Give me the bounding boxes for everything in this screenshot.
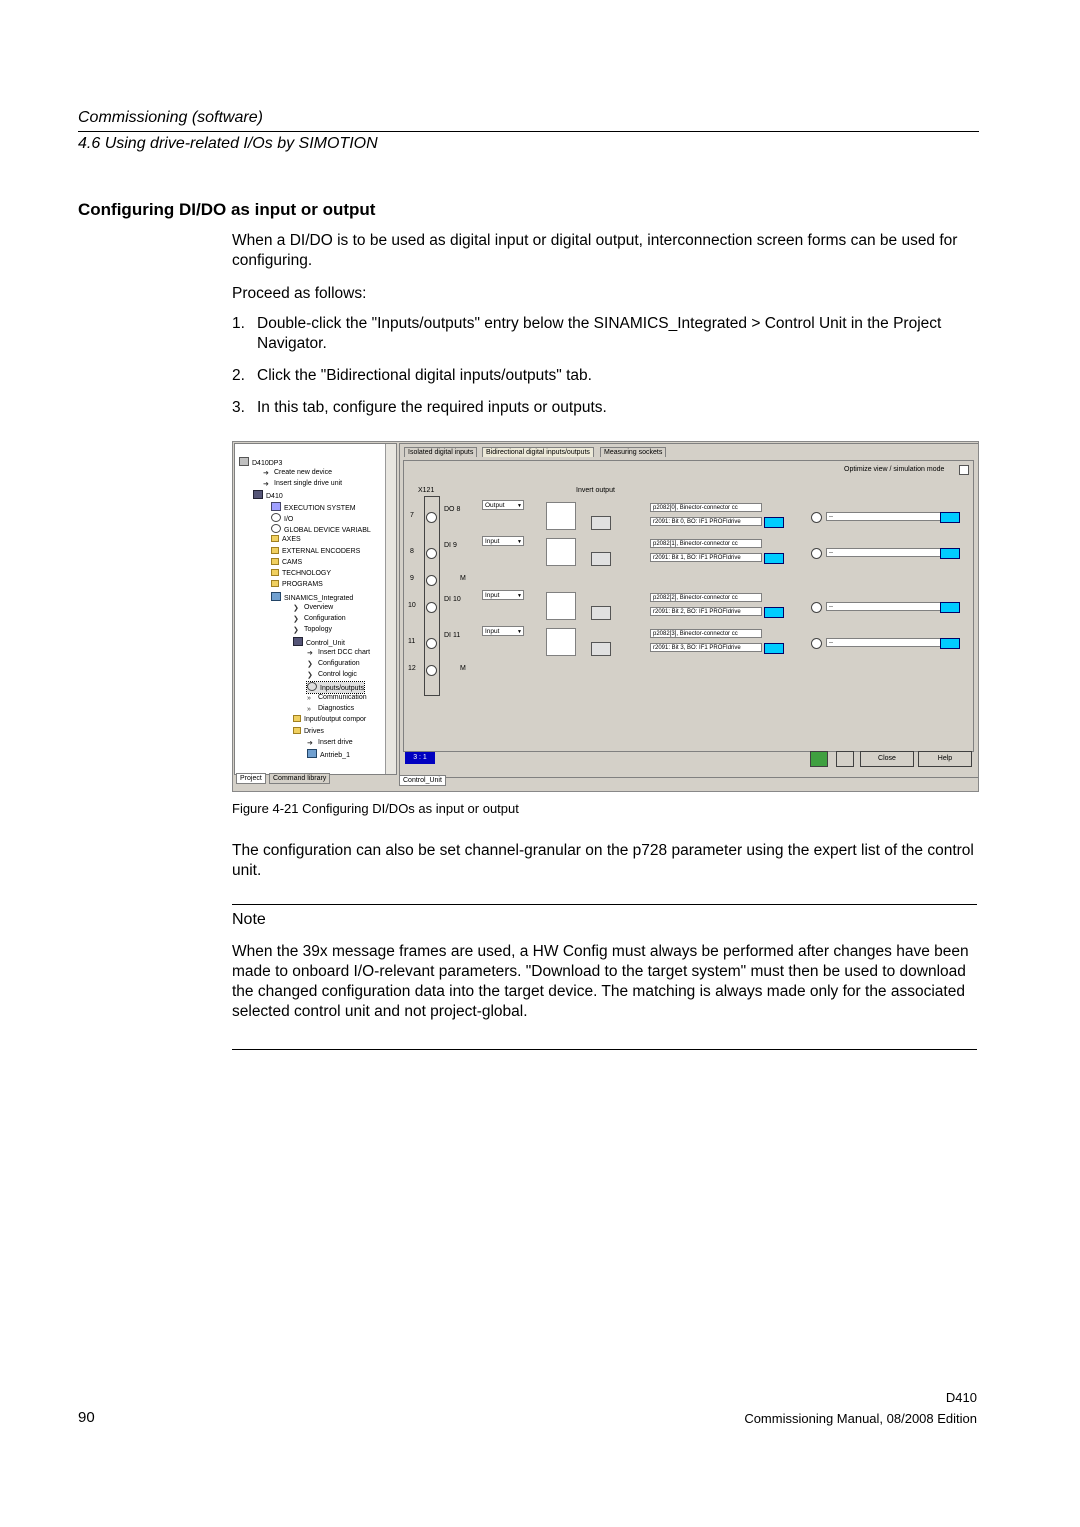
device-icon bbox=[253, 490, 263, 499]
tree-item[interactable] bbox=[293, 625, 332, 634]
note-title: Note bbox=[232, 911, 266, 928]
insert-icon: ➜ bbox=[263, 470, 269, 477]
chevron-right-icon: ❯ bbox=[293, 616, 299, 623]
figure-caption: Figure 4-21 Configuring DI/DOs as input or output bbox=[232, 801, 519, 816]
output-field[interactable]: -- bbox=[826, 512, 948, 521]
invert-toggle[interactable] bbox=[591, 516, 611, 530]
proceed-text: Proceed as follows: bbox=[232, 285, 367, 302]
download-icon[interactable] bbox=[810, 751, 828, 767]
tree-item[interactable] bbox=[271, 535, 301, 544]
folder-icon bbox=[271, 558, 279, 565]
project-icon bbox=[239, 457, 249, 466]
parameter-field: r2091: Bit 3, BO: IF1 PROFIdrive bbox=[650, 643, 762, 652]
tree-item[interactable] bbox=[271, 580, 323, 589]
connector-arrow-icon[interactable] bbox=[940, 548, 960, 559]
chapter-title: Commissioning (software) bbox=[78, 109, 263, 126]
double-chevron-icon: » bbox=[307, 706, 311, 713]
tree-item[interactable] bbox=[271, 547, 360, 556]
optimize-checkbox[interactable] bbox=[959, 465, 969, 475]
insert-icon: ➜ bbox=[307, 740, 313, 747]
tree-label: Insert drive bbox=[318, 739, 353, 746]
note-top-rule bbox=[232, 904, 977, 905]
connector-arrow-icon[interactable] bbox=[764, 643, 784, 654]
steps-list bbox=[232, 314, 977, 434]
terminal-circle bbox=[426, 575, 437, 586]
tree-item[interactable] bbox=[307, 704, 354, 713]
pin-number: 10 bbox=[408, 602, 416, 609]
tree-item[interactable] bbox=[263, 479, 342, 488]
tree-label: AXES bbox=[282, 536, 301, 543]
connector-arrow-icon[interactable] bbox=[764, 553, 784, 564]
tree-item[interactable] bbox=[253, 490, 283, 501]
tree-scrollbar[interactable] bbox=[385, 444, 396, 774]
invert-output-label: Invert output bbox=[576, 487, 615, 494]
tree-item[interactable] bbox=[271, 558, 302, 567]
chevron-right-icon: ❯ bbox=[307, 672, 313, 679]
tree-label: Inputs/outputs bbox=[320, 685, 364, 692]
control-unit-icon bbox=[293, 637, 303, 646]
switch-block bbox=[546, 592, 576, 620]
folder-icon bbox=[271, 535, 279, 542]
folder-icon bbox=[271, 580, 279, 587]
tree-label: Antrieb_1 bbox=[320, 752, 350, 759]
tab-measuring-sockets[interactable]: Measuring sockets bbox=[600, 447, 666, 457]
tree-label: CAMS bbox=[282, 559, 303, 566]
terminal-circle bbox=[426, 638, 437, 649]
pin-number: 8 bbox=[410, 548, 414, 555]
tree-label: EXTERNAL ENCODERS bbox=[282, 548, 361, 555]
io-panel bbox=[403, 460, 974, 752]
system-icon bbox=[271, 502, 281, 511]
drive-unit-icon bbox=[271, 592, 281, 601]
tree-item[interactable] bbox=[271, 502, 356, 513]
parameter-field: r2091: Bit 2, BO: IF1 PROFIdrive bbox=[650, 607, 762, 616]
terminal-circle bbox=[426, 548, 437, 559]
intro-paragraph: When a DI/DO is to be used as digital input or digital output, interconnection screen forms can be used for configuring. bbox=[232, 232, 958, 269]
output-circle bbox=[811, 548, 822, 559]
tree-item[interactable] bbox=[307, 693, 367, 702]
step-number: 2. bbox=[232, 367, 245, 384]
io-icon bbox=[271, 513, 281, 522]
channel-mode-select[interactable]: Output ▼ bbox=[482, 500, 524, 510]
tree-item-selected[interactable] bbox=[307, 682, 364, 693]
step-number: 3. bbox=[232, 399, 245, 416]
connector-arrow-icon[interactable] bbox=[940, 602, 960, 613]
connector-arrow-icon[interactable] bbox=[940, 638, 960, 649]
io-dialog bbox=[399, 443, 979, 778]
tree-label: SINAMICS_Integrated bbox=[284, 595, 354, 602]
tree-label: Drives bbox=[304, 728, 324, 735]
figure-screenshot bbox=[232, 441, 979, 792]
channel-name: DI 11 bbox=[444, 632, 461, 639]
footer-product: D410 bbox=[945, 1390, 977, 1405]
chevron-right-icon: ❯ bbox=[293, 627, 299, 634]
tree-item[interactable] bbox=[271, 524, 371, 535]
tree-item[interactable] bbox=[263, 468, 332, 477]
output-circle bbox=[811, 638, 822, 649]
double-chevron-icon: » bbox=[307, 695, 311, 702]
parameter-field: r2091: Bit 0, BO: IF1 PROFIdrive bbox=[650, 517, 762, 526]
tree-item[interactable] bbox=[271, 592, 353, 603]
pin-number: 12 bbox=[408, 665, 416, 672]
insert-icon: ➜ bbox=[307, 650, 313, 657]
tree-item[interactable] bbox=[307, 749, 350, 760]
section-title: 4.6 Using drive-related I/Os by SIMOTION bbox=[78, 135, 378, 152]
pin-number: 9 bbox=[410, 575, 414, 582]
tree-label: Control logic bbox=[318, 671, 357, 678]
terminal-circle bbox=[426, 665, 437, 676]
tab-isolated-inputs[interactable]: Isolated digital inputs bbox=[404, 447, 477, 457]
tree-label: D410 bbox=[266, 493, 283, 500]
channel-mode-select[interactable]: Input ▼ bbox=[482, 536, 524, 546]
project-navigator-tree bbox=[234, 443, 397, 775]
tree-label: Communication bbox=[318, 694, 367, 701]
insert-icon: ➜ bbox=[263, 481, 269, 488]
tree-item[interactable] bbox=[307, 738, 353, 747]
note-text: When the 39x message frames are used, a HW Config must always be performed after changes have been made to onboard I/O-relevant parameters. "Download to the target system" must then be used to download the changed configuration data into the target device. The matching is always made only for the associated selected control unit and not project-global. bbox=[232, 943, 969, 1020]
tree-label: Overview bbox=[304, 604, 334, 611]
footer-manual: Commissioning Manual, 08/2008 Edition bbox=[744, 1411, 977, 1426]
output-field[interactable]: -- bbox=[826, 602, 948, 611]
folder-icon bbox=[271, 569, 279, 576]
folder-icon bbox=[293, 715, 301, 722]
step-text: Click the "Bidirectional digital inputs/outputs" tab. bbox=[257, 367, 592, 384]
tree-item[interactable] bbox=[293, 603, 333, 612]
drive-icon bbox=[307, 749, 317, 758]
tree-item[interactable] bbox=[271, 513, 293, 524]
tree-label: Topology bbox=[304, 626, 333, 633]
output-field[interactable]: -- bbox=[826, 638, 948, 647]
tab-command-library[interactable]: Command library bbox=[269, 773, 330, 784]
tree-item[interactable] bbox=[293, 727, 324, 736]
parameter-field[interactable]: p2082[3], Binector-connector cc bbox=[650, 629, 762, 638]
window-tab-control-unit[interactable]: Control_Unit bbox=[399, 775, 446, 786]
tree-item[interactable] bbox=[293, 614, 346, 623]
chevron-right-icon: ❯ bbox=[307, 661, 313, 668]
connector-arrow-icon[interactable] bbox=[940, 512, 960, 523]
tree-item[interactable] bbox=[293, 715, 366, 724]
tree-label: GLOBAL DEVICE VARIABL bbox=[284, 527, 371, 534]
step-text: Double-click the "Inputs/outputs" entry below the SINAMICS_Integrated > Control Unit in the Project Navigator. bbox=[257, 315, 942, 352]
channel-name: DI 10 bbox=[444, 596, 461, 603]
tree-item[interactable] bbox=[293, 637, 345, 648]
tree-label: Create new device bbox=[274, 469, 332, 476]
help-button[interactable]: Help bbox=[918, 751, 972, 767]
note-bottom-rule bbox=[232, 1049, 977, 1050]
tree-label: EXECUTION SYSTEM bbox=[284, 505, 356, 512]
channel-mode-select[interactable]: Input ▼ bbox=[482, 590, 524, 600]
switch-block bbox=[546, 502, 576, 530]
switch-block bbox=[546, 628, 576, 656]
parameter-field[interactable]: p2082[0], Binector-connector cc bbox=[650, 503, 762, 512]
tree-label: PROGRAMS bbox=[282, 581, 323, 588]
tree-item[interactable] bbox=[239, 457, 282, 468]
tab-project[interactable]: Project bbox=[236, 773, 266, 784]
status-indicator: 3 : 1 bbox=[405, 752, 435, 764]
invert-toggle[interactable] bbox=[591, 552, 611, 566]
step-number: 1. bbox=[232, 315, 245, 332]
channel-name: DI 9 bbox=[444, 542, 457, 549]
tree-item[interactable] bbox=[307, 648, 370, 657]
terminal-circle bbox=[426, 512, 437, 523]
parameter-field[interactable]: p2082[2], Binector-connector cc bbox=[650, 593, 762, 602]
parameter-field[interactable]: p2082[1], Binector-connector cc bbox=[650, 539, 762, 548]
tree-label: Insert DCC chart bbox=[318, 649, 371, 656]
tree-item[interactable] bbox=[307, 659, 360, 668]
tree-label: Configuration bbox=[318, 660, 360, 667]
chevron-right-icon: ❯ bbox=[293, 605, 299, 612]
tab-bidirectional-io[interactable]: Bidirectional digital inputs/outputs bbox=[482, 447, 594, 457]
output-circle bbox=[811, 512, 822, 523]
optimize-label: Optimize view / simulation mode bbox=[844, 466, 945, 473]
connector-arrow-icon[interactable] bbox=[764, 517, 784, 528]
invert-toggle[interactable] bbox=[591, 642, 611, 656]
close-button[interactable]: Close bbox=[860, 751, 914, 767]
tree-label: I/O bbox=[284, 516, 294, 523]
channel-name: DO 8 bbox=[444, 506, 461, 513]
tree-label: TECHNOLOGY bbox=[282, 570, 332, 577]
m-label: M bbox=[460, 665, 466, 672]
tree-item[interactable] bbox=[271, 569, 331, 578]
refresh-icon[interactable] bbox=[836, 751, 854, 767]
tree-label: Input/output compor bbox=[304, 716, 367, 723]
pin-number: 11 bbox=[408, 638, 416, 645]
tree-label: Control_Unit bbox=[306, 640, 345, 647]
io-icon bbox=[307, 682, 317, 691]
pin-number: 7 bbox=[410, 512, 414, 519]
folder-icon bbox=[271, 547, 279, 554]
channel-mode-select[interactable]: Input ▼ bbox=[482, 626, 524, 636]
terminal-circle bbox=[426, 602, 437, 613]
output-field[interactable]: -- bbox=[826, 548, 948, 557]
connector-label: X121 bbox=[418, 487, 435, 494]
page-number: 90 bbox=[78, 1409, 95, 1426]
tree-item[interactable] bbox=[307, 670, 357, 679]
parameter-field: r2091: Bit 1, BO: IF1 PROFIdrive bbox=[650, 553, 762, 562]
output-circle bbox=[811, 602, 822, 613]
invert-toggle[interactable] bbox=[591, 606, 611, 620]
variable-icon bbox=[271, 524, 281, 533]
m-label: M bbox=[460, 575, 466, 582]
switch-block bbox=[546, 538, 576, 566]
page-heading: Configuring DI/DO as input or output bbox=[78, 200, 376, 219]
step-text: In this tab, configure the required inputs or outputs. bbox=[257, 399, 607, 416]
config-paragraph: The configuration can also be set channel-granular on the p728 parameter using the expert list of the control unit. bbox=[232, 842, 974, 879]
tree-label: D410DP3 bbox=[252, 460, 283, 467]
navigator-tabs bbox=[234, 773, 394, 787]
tree-label: Diagnostics bbox=[318, 705, 355, 712]
connector-arrow-icon[interactable] bbox=[764, 607, 784, 618]
tree-label: Configuration bbox=[304, 615, 346, 622]
header-rule bbox=[78, 131, 979, 132]
tree-label: Insert single drive unit bbox=[274, 480, 343, 487]
folder-icon bbox=[293, 727, 301, 734]
